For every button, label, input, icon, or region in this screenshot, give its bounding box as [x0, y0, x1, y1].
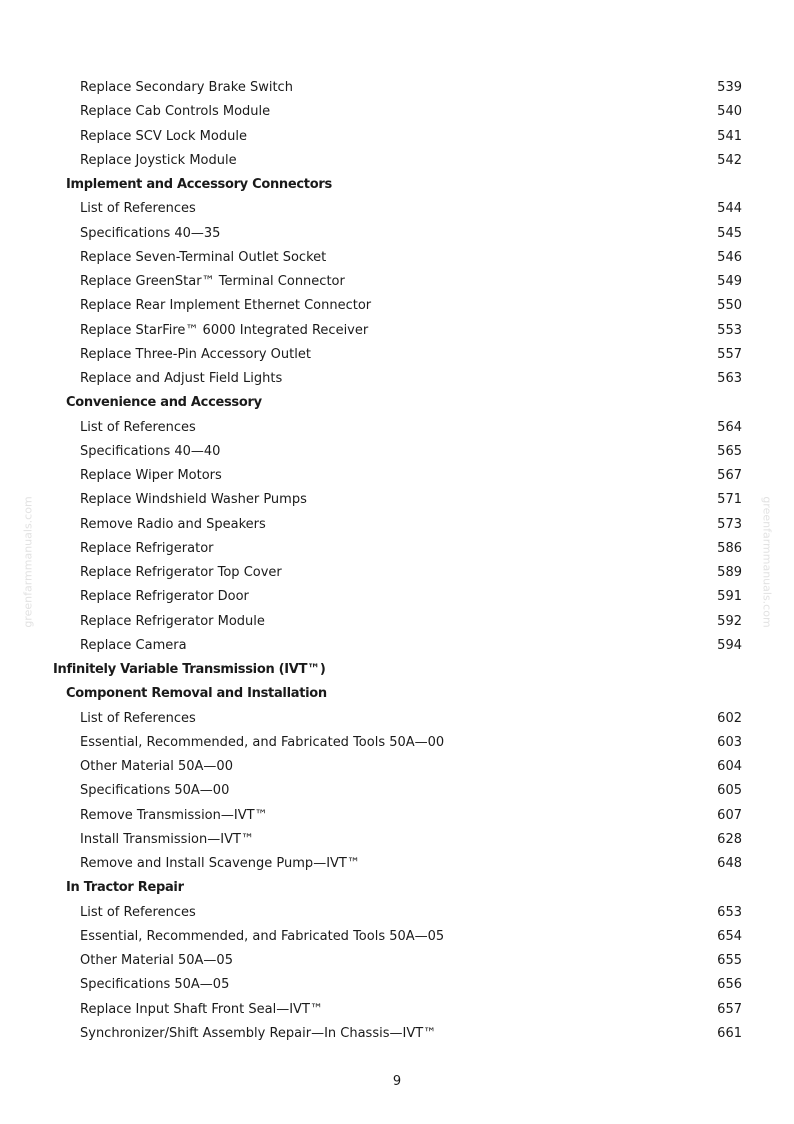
toc-entry-page-number: 604	[717, 759, 742, 774]
toc-entry-title: Synchronizer/Shift Assembly Repair—In Chassis—IVT™	[80, 1025, 437, 1041]
toc-entry-page-number: 607	[717, 807, 742, 823]
toc-entry[interactable]	[0, 1022, 794, 1046]
toc-entry-page-number: 586	[717, 540, 742, 556]
toc-section-heading	[0, 173, 794, 197]
toc-entry-page-number: 653	[717, 904, 742, 920]
toc-entry[interactable]	[0, 513, 794, 537]
toc-entry-page-number: 541	[717, 128, 742, 144]
toc-entry-page-number: 557	[717, 346, 742, 362]
toc-entry-title: List of References	[80, 904, 196, 920]
toc-entry[interactable]	[0, 925, 794, 949]
toc-entry[interactable]	[0, 270, 794, 294]
toc-entry-title: Specifications 40—40	[80, 443, 221, 459]
toc-entry[interactable]	[0, 464, 794, 488]
toc-entry-title: Replace GreenStar™ Terminal Connector	[80, 274, 345, 289]
toc-entry[interactable]	[0, 973, 794, 997]
toc-entry-title: Replace SCV Lock Module	[80, 128, 247, 144]
toc-entry-page-number: 591	[717, 589, 742, 605]
toc-entry-title: Remove Radio and Speakers	[80, 516, 266, 532]
toc-entry[interactable]	[0, 246, 794, 270]
toc-entry-title: Replace Seven-Terminal Outlet Socket	[80, 249, 327, 265]
toc-entry-title: Replace Cab Controls Module	[80, 104, 271, 120]
toc-entry[interactable]	[0, 222, 794, 246]
toc-entry[interactable]	[0, 537, 794, 561]
toc-entry-title: Replace Refrigerator Top Cover	[80, 565, 282, 580]
toc-entry-title: Infinitely Variable Transmission (IVT™)	[53, 662, 326, 677]
toc-entry[interactable]	[0, 125, 794, 149]
toc-entry-page-number: 553	[717, 322, 742, 338]
toc-entry[interactable]	[0, 949, 794, 973]
toc-entry-title: Remove and Install Scavenge Pump—IVT™	[80, 856, 360, 871]
toc-entry-page-number: 539	[717, 80, 742, 95]
toc-section-heading	[0, 876, 794, 900]
toc-entry[interactable]	[0, 197, 794, 221]
toc-entry[interactable]	[0, 294, 794, 318]
toc-entry-page-number: 589	[717, 565, 742, 580]
toc-entry-page-number: 573	[717, 516, 742, 532]
toc-entry[interactable]	[0, 755, 794, 779]
toc-entry-title: Remove Transmission—IVT™	[80, 807, 268, 823]
toc-entry[interactable]	[0, 998, 794, 1022]
toc-entry-title: Replace StarFire™ 6000 Integrated Receiver	[80, 322, 369, 338]
toc-entry[interactable]	[0, 416, 794, 440]
page-number: 9	[392, 1074, 402, 1089]
toc-entry-title: Replace Secondary Brake Switch	[80, 80, 293, 95]
toc-entry-title: In Tractor Repair	[66, 880, 184, 896]
toc-entry-page-number: 550	[717, 298, 742, 314]
toc-entry[interactable]	[0, 828, 794, 852]
toc-entry-title: Other Material 50A—05	[80, 953, 233, 968]
toc-entry-page-number: 655	[717, 953, 742, 968]
toc-entry-page-number: 563	[717, 371, 742, 386]
toc-entry-title: List of References	[80, 201, 196, 217]
toc-entry-page-number: 654	[717, 928, 742, 944]
toc-entry-page-number: 549	[717, 274, 742, 289]
toc-entry-page-number: 571	[717, 492, 742, 508]
toc-section-heading	[0, 658, 794, 682]
toc-entry-title: Replace Camera	[80, 637, 187, 653]
watermark-right: greenfarmmanuals.com	[760, 496, 774, 628]
toc-entry-title: Other Material 50A—00	[80, 759, 233, 774]
toc-entry-page-number: 565	[717, 443, 742, 459]
toc-entry[interactable]	[0, 76, 794, 100]
toc-entry[interactable]	[0, 100, 794, 124]
toc-entry-page-number: 648	[717, 856, 742, 871]
toc-entry[interactable]	[0, 585, 794, 609]
toc-entry-title: Replace Refrigerator Door	[80, 589, 249, 605]
toc-entry[interactable]	[0, 634, 794, 658]
toc-entry-title: List of References	[80, 419, 196, 435]
toc-entry[interactable]	[0, 731, 794, 755]
toc-entry-title: Replace Windshield Washer Pumps	[80, 492, 307, 508]
toc-entry-page-number: 594	[717, 637, 742, 653]
toc-entry-title: Specifications 50A—05	[80, 977, 230, 993]
toc-entry-title: Replace Refrigerator	[80, 540, 214, 556]
toc-entry-page-number: 542	[717, 152, 742, 168]
toc-entry[interactable]	[0, 804, 794, 828]
toc-entry[interactable]	[0, 852, 794, 876]
toc-entry-title: Specifications 50A—00	[80, 783, 230, 799]
toc-entry[interactable]	[0, 779, 794, 803]
table-of-contents	[0, 76, 794, 1046]
toc-entry-title: Replace Rear Implement Ethernet Connector	[80, 298, 372, 314]
toc-entry[interactable]	[0, 707, 794, 731]
toc-entry-title: Replace Input Shaft Front Seal—IVT™	[80, 1001, 323, 1017]
toc-entry[interactable]	[0, 319, 794, 343]
toc-entry[interactable]	[0, 610, 794, 634]
toc-entry[interactable]	[0, 901, 794, 925]
toc-entry-title: Replace Refrigerator Module	[80, 613, 265, 629]
toc-entry-page-number: 592	[717, 613, 742, 629]
toc-entry-page-number: 546	[717, 249, 742, 265]
toc-entry-title: Component Removal and Installation	[66, 686, 327, 702]
toc-entry-title: Specifications 40—35	[80, 225, 221, 241]
toc-entry-page-number: 602	[717, 710, 742, 726]
toc-entry-page-number: 657	[717, 1001, 742, 1017]
toc-entry[interactable]	[0, 343, 794, 367]
watermark-left: greenfarmmanuals.com	[21, 496, 35, 628]
toc-entry-title: Replace Wiper Motors	[80, 468, 222, 483]
toc-section-heading	[0, 682, 794, 706]
toc-entry-page-number: 656	[717, 977, 742, 993]
toc-entry-title: Replace and Adjust Field Lights	[80, 371, 283, 386]
toc-entry-page-number: 603	[717, 734, 742, 750]
toc-entry-page-number: 567	[717, 468, 742, 483]
toc-entry-page-number: 564	[717, 419, 742, 435]
toc-entry-title: Replace Joystick Module	[80, 152, 237, 168]
toc-entry-title: Convenience and Accessory	[66, 395, 262, 411]
toc-entry-title: Essential, Recommended, and Fabricated Tools 50A—00	[80, 734, 445, 750]
toc-entry-title: Replace Three-Pin Accessory Outlet	[80, 346, 311, 362]
toc-entry-page-number: 628	[717, 831, 742, 847]
toc-entry[interactable]	[0, 149, 794, 173]
toc-entry[interactable]	[0, 488, 794, 512]
toc-entry-page-number: 544	[717, 201, 742, 217]
toc-entry-title: List of References	[80, 710, 196, 726]
toc-entry-page-number: 540	[717, 104, 742, 120]
toc-entry-title: Install Transmission—IVT™	[80, 831, 254, 847]
toc-entry[interactable]	[0, 440, 794, 464]
toc-entry-title: Essential, Recommended, and Fabricated Tools 50A—05	[80, 928, 445, 944]
toc-entry-page-number: 661	[717, 1025, 742, 1041]
toc-entry-page-number: 605	[717, 783, 742, 799]
toc-entry[interactable]	[0, 561, 794, 585]
toc-entry-page-number: 545	[717, 225, 742, 241]
toc-section-heading	[0, 391, 794, 415]
toc-entry[interactable]	[0, 367, 794, 391]
toc-entry-title: Implement and Accessory Connectors	[66, 177, 332, 192]
